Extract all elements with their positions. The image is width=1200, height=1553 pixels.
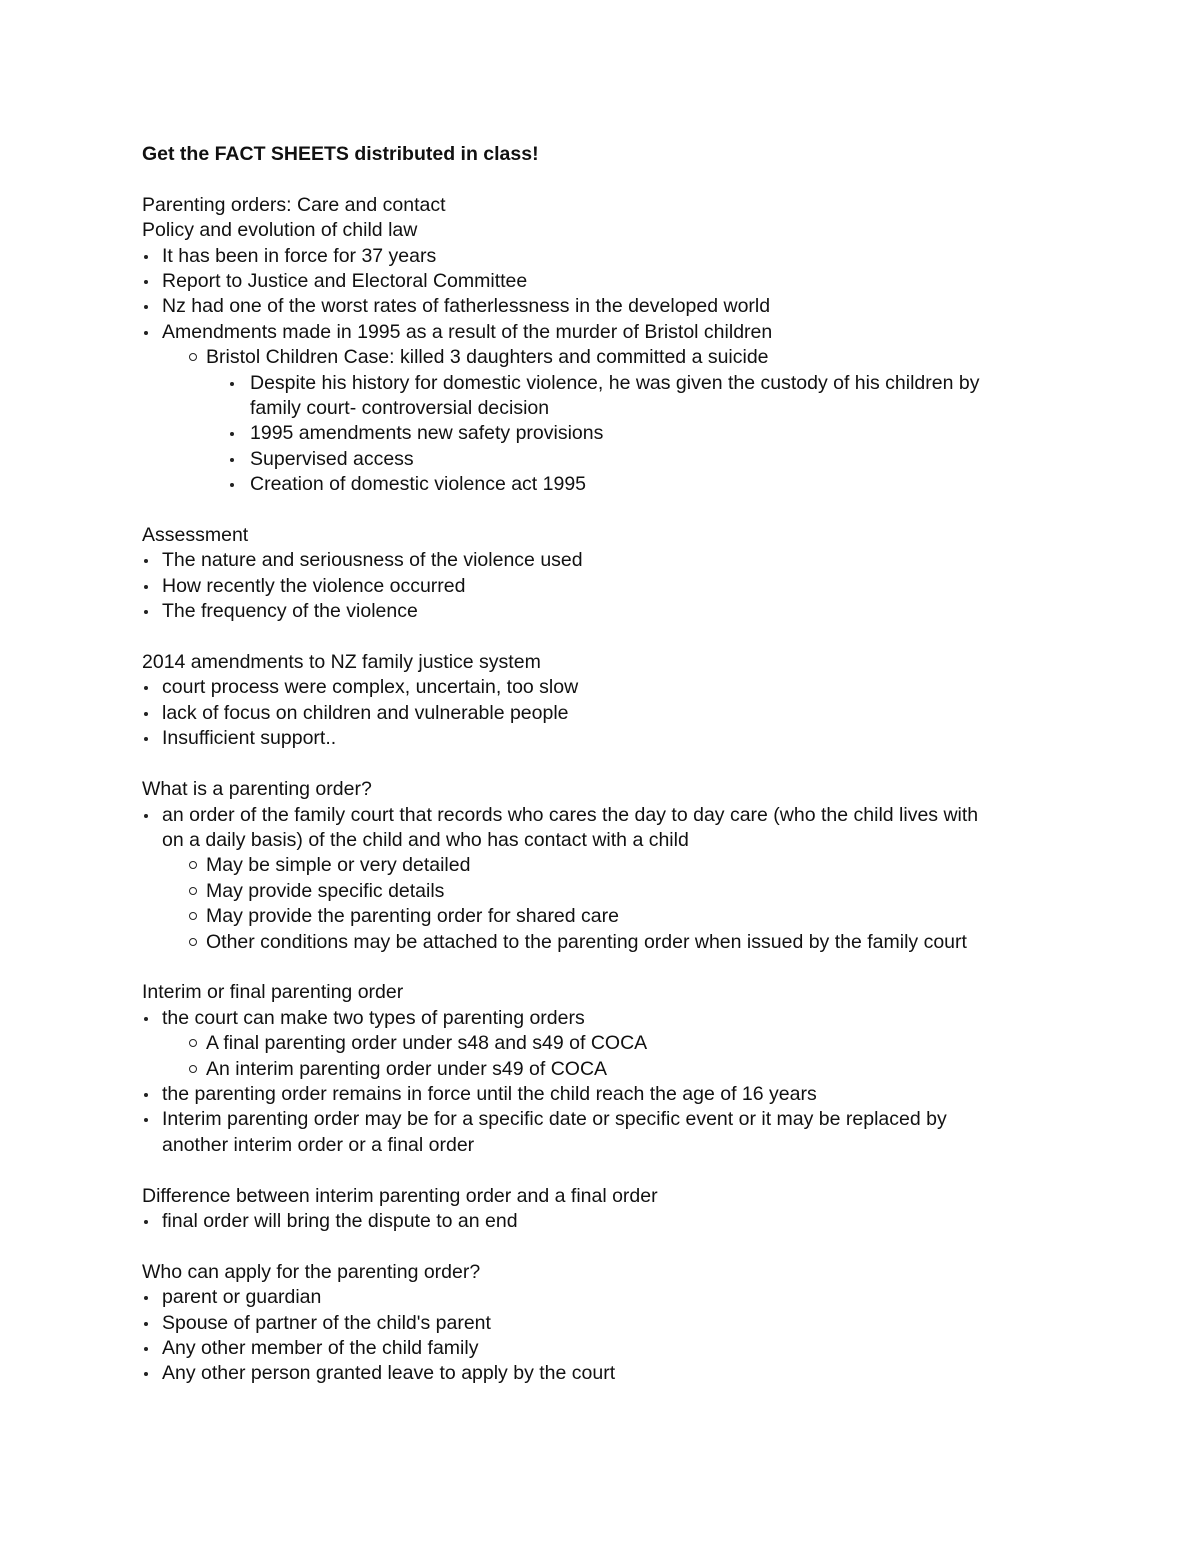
section-subtitle: Policy and evolution of child law [142,219,418,242]
list-item: parent or guardian [142,1285,1082,1310]
bullet-icon [144,712,148,716]
list-item: It has been in force for 37 years [142,244,1082,269]
list-item: The frequency of the violence [142,599,1082,624]
sub-sub-list-item: Creation of domestic violence act 1995 [142,472,1082,497]
bullet-icon [144,1347,148,1351]
bullet-icon [144,1220,148,1224]
sub-list-item: May provide the parenting order for shared care [142,904,1082,929]
circle-bullet-icon [189,938,197,946]
bullet-icon [144,1372,148,1376]
list-item: Insufficient support.. [142,726,1082,751]
list-item: The nature and seriousness of the violence used [142,548,1082,573]
list-item: Amendments made in 1995 as a result of the murder of Bristol children [142,320,1082,345]
bullet-icon [144,686,148,690]
section-title: Interim or final parenting order [142,981,404,1004]
sub-sub-list-item-continuation: family court- controversial decision [250,397,550,420]
bullet-icon [144,1017,148,1021]
sub-list-item: Other conditions may be attached to the parenting order when issued by the family court [142,930,1082,955]
sub-list-item: May provide specific details [142,879,1082,904]
circle-bullet-icon [189,1039,197,1047]
bullet-icon [144,559,148,563]
circle-bullet-icon [189,353,197,361]
bullet-icon [144,610,148,614]
section-title: What is a parenting order? [142,778,372,801]
list-item: Any other person granted leave to apply by the court [142,1361,1082,1386]
bullet-icon [144,331,148,335]
sub-sub-list-item: Despite his history for domestic violence, he was given the custody of his children by [142,371,1082,396]
list-item: Report to Justice and Electoral Committee [142,269,1082,294]
list-item: final order will bring the dispute to an end [142,1209,1082,1234]
circle-bullet-icon [189,1065,197,1073]
list-item: an order of the family court that records who cares the day to day care (who the child lives with [142,803,1082,828]
page-heading: Get the FACT SHEETS distributed in class! [142,143,539,165]
bullet-icon [144,255,148,259]
list-item: lack of focus on children and vulnerable people [142,701,1082,726]
sub-sub-list-item: 1995 amendments new safety provisions [142,421,1082,446]
section-title: Who can apply for the parenting order? [142,1260,481,1283]
bullet-icon [144,585,148,589]
list-item-continuation: on a daily basis) of the child and who has contact with a child [162,828,689,851]
bullet-icon [144,1296,148,1300]
circle-bullet-icon [189,912,197,920]
document-page [142,142,1082,1387]
list-item: Interim parenting order may be for a specific date or specific event or it may be replaced by [142,1107,1082,1132]
list-item: Nz had one of the worst rates of fatherlessness in the developed world [142,294,1082,319]
sub-list-item: Bristol Children Case: killed 3 daughters and committed a suicide [142,345,1082,370]
list-item: Spouse of partner of the child's parent [142,1311,1082,1336]
bullet-icon [230,483,234,487]
sub-list-item: An interim parenting order under s49 of COCA [142,1057,1082,1082]
bullet-icon [144,1118,148,1122]
bullet-icon [144,305,148,309]
sub-list-item: May be simple or very detailed [142,853,1082,878]
circle-bullet-icon [189,861,197,869]
sub-sub-list-item: Supervised access [142,447,1082,472]
list-item-continuation: another interim order or a final order [162,1133,475,1156]
list-item: How recently the violence occurred [142,574,1082,599]
list-item: Any other member of the child family [142,1336,1082,1361]
bullet-icon [144,737,148,741]
section-title: 2014 amendments to NZ family justice system [142,651,541,674]
bullet-icon [230,432,234,436]
sub-list-item: A final parenting order under s48 and s49 of COCA [142,1031,1082,1056]
bullet-icon [144,1093,148,1097]
list-item: the court can make two types of parenting orders [142,1006,1082,1031]
section-title: Assessment [142,524,249,547]
bullet-icon [144,280,148,284]
section-title: Parenting orders: Care and contact [142,193,446,216]
list-item: the parenting order remains in force until the child reach the age of 16 years [142,1082,1082,1107]
bullet-icon [230,382,234,386]
bullet-icon [144,814,148,818]
list-item: court process were complex, uncertain, too slow [142,675,1082,700]
bullet-icon [230,458,234,462]
bullet-icon [144,1322,148,1326]
circle-bullet-icon [189,887,197,895]
section-title: Difference between interim parenting order and a final order [142,1184,658,1207]
